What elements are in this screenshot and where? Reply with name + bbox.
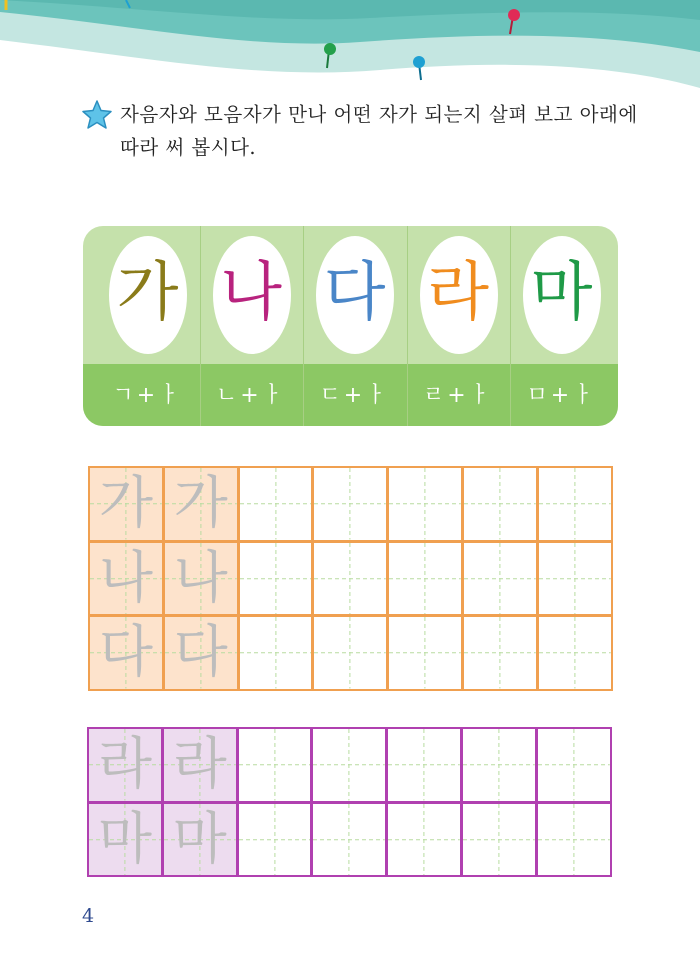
writing-cell[interactable] [386,802,462,878]
guide-lines [313,804,385,876]
guide-lines [464,617,536,689]
writing-cell[interactable] [387,541,463,617]
trace-char: 라 [97,732,152,797]
writing-cell[interactable] [311,802,387,878]
trace-cell [162,727,238,803]
trace-char: 나 [98,545,153,611]
trace-char: 라 [172,732,227,797]
writing-cell[interactable] [237,727,313,803]
practice-grid-purple [87,727,611,876]
syllable-panel [83,226,618,426]
trace-cell [87,727,163,803]
guide-lines [239,804,311,876]
writing-cell[interactable] [462,541,538,617]
writing-cell[interactable] [312,541,388,617]
writing-cell[interactable] [312,466,388,542]
trace-cell [163,541,239,617]
syllable-card [407,226,510,426]
guide-lines [539,468,611,540]
guide-lines [314,543,386,615]
trace-char: 다 [173,620,228,685]
syllable-char: 라 [427,256,489,330]
trace-cell [162,802,238,878]
syllable-char: 나 [220,256,282,330]
guide-lines [240,617,312,689]
trace-cell [163,615,239,691]
trace-cell [163,466,239,542]
instruction-text: 자음자와 모음자가 만나 어떤 자가 되는지 살펴 보고 아래에 따라 써 봅시다. [120,103,638,159]
writing-cell[interactable] [536,802,612,878]
trace-char: 다 [98,620,153,685]
guide-lines [389,543,461,615]
syllable-formula: ㅁ+ㅏ [526,383,597,408]
guide-lines [314,617,386,689]
writing-cell[interactable] [536,727,612,803]
trace-char: 마 [172,806,227,872]
syllable-char: 다 [323,256,386,330]
writing-cell[interactable] [312,615,388,691]
guide-lines [313,729,385,801]
writing-cell[interactable] [237,802,313,878]
writing-cell[interactable] [238,541,314,617]
writing-cell[interactable] [311,727,387,803]
syllable-card [510,226,613,426]
writing-cell[interactable] [238,466,314,542]
trace-char: 마 [97,806,152,872]
writing-cell[interactable] [537,615,613,691]
syllable-formula: ㄴ+ㅏ [216,383,286,408]
syllable-card [96,226,199,426]
writing-cell[interactable] [462,466,538,542]
practice-grid-orange [88,466,612,690]
panel-divider [407,226,408,426]
syllable-card [200,226,303,426]
guide-lines [463,804,535,876]
guide-lines [538,804,610,876]
writing-cell[interactable] [386,727,462,803]
guide-lines [388,804,460,876]
guide-lines [464,543,536,615]
trace-cell [88,541,164,617]
guide-lines [539,543,611,615]
guide-lines [389,617,461,689]
syllable-char: 마 [530,256,593,330]
writing-cell[interactable] [462,615,538,691]
guide-lines [239,729,311,801]
trace-cell [87,802,163,878]
trace-cell [88,466,164,542]
syllable-formula: ㄹ+ㅏ [423,383,493,408]
writing-cell[interactable] [461,802,537,878]
pin-icon [413,56,425,80]
star-icon [82,100,112,130]
guide-lines [314,468,386,540]
writing-cell[interactable] [387,466,463,542]
writing-cell[interactable] [461,727,537,803]
writing-cell[interactable] [387,615,463,691]
trace-char: 나 [173,545,228,611]
guide-lines [240,543,312,615]
trace-cell [88,615,164,691]
writing-cell[interactable] [238,615,314,691]
syllable-formula: ㄷ+ㅏ [319,383,390,408]
trace-char: 가 [173,471,228,536]
panel-divider [510,226,511,426]
guide-lines [538,729,610,801]
guide-lines [463,729,535,801]
guide-lines [539,617,611,689]
guide-lines [388,729,460,801]
top-wave-decoration [0,0,700,110]
panel-divider [303,226,304,426]
trace-char: 가 [98,471,153,536]
writing-cell[interactable] [537,466,613,542]
panel-divider [200,226,201,426]
syllable-formula: ㄱ+ㅏ [112,383,183,408]
guide-lines [389,468,461,540]
page-number: 4 [82,905,95,927]
writing-cell[interactable] [537,541,613,617]
guide-lines [464,468,536,540]
syllable-card [303,226,406,426]
syllable-char: 가 [116,256,179,330]
guide-lines [240,468,312,540]
